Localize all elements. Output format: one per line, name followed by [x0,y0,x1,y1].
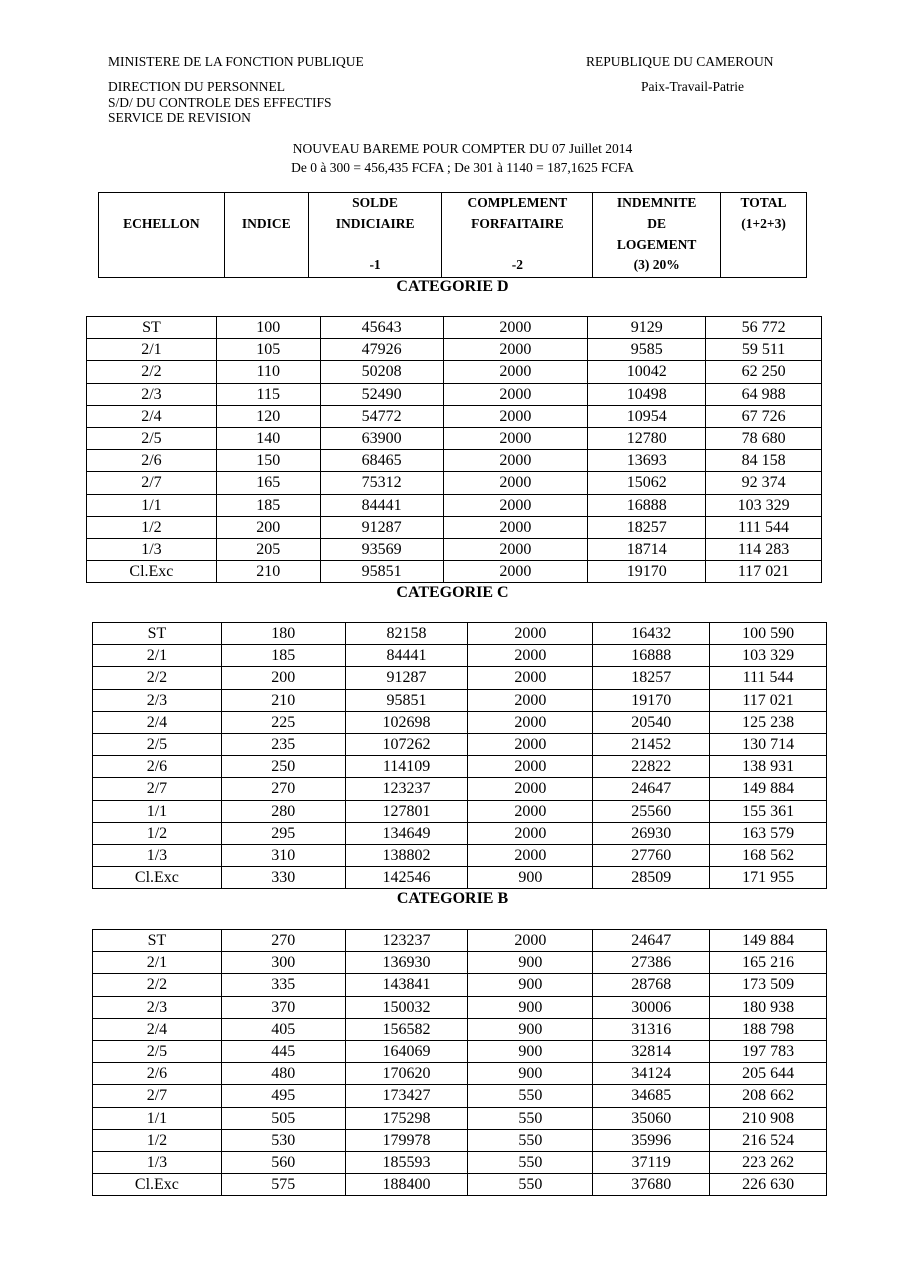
cell-total: 138 931 [710,756,827,778]
cell-indemnite: 18714 [588,538,706,560]
cell-indice: 205 [216,538,320,560]
table-row [93,1129,827,1151]
cell-echellon: 1/1 [93,800,222,822]
table-row [87,361,822,383]
cell-solde: 54772 [320,405,443,427]
cell-complement: 550 [468,1107,593,1129]
cell-total: 171 955 [710,867,827,889]
cell-echellon: Cl.Exc [93,1174,222,1196]
cell-complement: 550 [468,1085,593,1107]
cell-solde: 107262 [345,733,468,755]
cell-solde: 45643 [320,317,443,339]
table-row [93,930,827,952]
cell-complement: 2000 [468,822,593,844]
cell-echellon: 1/1 [93,1107,222,1129]
cell-solde: 143841 [345,974,468,996]
cell-indice: 165 [216,472,320,494]
category-c-title: CATEGORIE C [396,584,509,601]
cell-indemnite: 28768 [593,974,710,996]
cell-echellon: 2/3 [87,383,217,405]
cell-indemnite: 25560 [593,800,710,822]
cell-echellon: 2/7 [93,778,222,800]
cell-indice: 270 [221,778,345,800]
table-row [87,516,822,538]
cell-solde: 84441 [345,645,468,667]
cell-total: 84 158 [706,450,822,472]
cell-indemnite: 34124 [593,1063,710,1085]
cell-echellon: 1/2 [93,1129,222,1151]
direction-name: DIRECTION DU PERSONNEL [108,79,285,94]
cell-solde: 164069 [345,1040,468,1062]
cell-indice: 480 [221,1063,345,1085]
table-row [93,1151,827,1173]
cell-total: 111 544 [710,667,827,689]
cell-echellon: 2/4 [93,711,222,733]
cell-indemnite: 9129 [588,317,706,339]
cell-complement: 2000 [443,472,588,494]
cell-indice: 495 [221,1085,345,1107]
cell-indemnite: 16888 [588,494,706,516]
cell-indice: 575 [221,1174,345,1196]
table-row [93,952,827,974]
cell-echellon: ST [93,930,222,952]
cell-total: 155 361 [710,800,827,822]
cell-complement: 2000 [468,800,593,822]
table-row [93,844,827,866]
col-indice: INDICE [224,193,308,278]
cell-echellon: 2/7 [87,472,217,494]
cell-solde: 91287 [345,667,468,689]
cell-complement: 2000 [443,405,588,427]
cell-echellon: 1/3 [93,844,222,866]
cell-complement: 2000 [468,930,593,952]
cell-total: 216 524 [710,1129,827,1151]
cell-indemnite: 37680 [593,1174,710,1196]
cell-solde: 63900 [320,427,443,449]
cell-total: 149 884 [710,930,827,952]
cell-total: 163 579 [710,822,827,844]
cell-solde: 188400 [345,1174,468,1196]
cell-echellon: 2/2 [93,667,222,689]
cell-echellon: 2/4 [93,1018,222,1040]
cell-total: 62 250 [706,361,822,383]
cell-solde: 123237 [345,930,468,952]
table-row [93,778,827,800]
cell-indemnite: 27386 [593,952,710,974]
cell-total: 205 644 [710,1063,827,1085]
cell-indemnite: 16888 [593,645,710,667]
cell-solde: 50208 [320,361,443,383]
cell-solde: 134649 [345,822,468,844]
cell-echellon: 2/6 [93,1063,222,1085]
col-complement-forfaitaire: COMPLEMENT FORFAITAIRE -2 [442,193,593,278]
cell-solde: 93569 [320,538,443,560]
cell-indice: 185 [221,645,345,667]
cell-solde: 179978 [345,1129,468,1151]
cell-indice: 210 [216,561,320,583]
cell-indice: 330 [221,867,345,889]
category-d-title: CATEGORIE D [396,278,509,295]
cell-indemnite: 28509 [593,867,710,889]
cell-indice: 505 [221,1107,345,1129]
cell-solde: 102698 [345,711,468,733]
cell-complement: 900 [468,952,593,974]
cell-solde: 127801 [345,800,468,822]
cell-solde: 84441 [320,494,443,516]
cell-indemnite: 35996 [593,1129,710,1151]
cell-indice: 180 [221,623,345,645]
cell-indice: 120 [216,405,320,427]
cell-indice: 100 [216,317,320,339]
table-row [93,756,827,778]
table-row [87,472,822,494]
cell-echellon: 2/5 [87,427,217,449]
cell-indemnite: 37119 [593,1151,710,1173]
cell-total: 103 329 [706,494,822,516]
cell-indemnite: 35060 [593,1107,710,1129]
service-name: SERVICE DE REVISION [108,110,251,125]
category-b-table [92,929,827,1196]
cell-solde: 138802 [345,844,468,866]
cell-total: 114 283 [706,538,822,560]
cell-indice: 140 [216,427,320,449]
cell-indice: 530 [221,1129,345,1151]
cell-echellon: 2/1 [93,952,222,974]
cell-complement: 2000 [443,516,588,538]
cell-indemnite: 10498 [588,383,706,405]
cell-complement: 900 [468,1018,593,1040]
cell-indemnite: 32814 [593,1040,710,1062]
cell-complement: 2000 [468,645,593,667]
cell-total: 168 562 [710,844,827,866]
cell-solde: 95851 [320,561,443,583]
cell-solde: 91287 [320,516,443,538]
cell-total: 111 544 [706,516,822,538]
cell-indice: 200 [221,667,345,689]
cell-complement: 900 [468,996,593,1018]
cell-complement: 2000 [468,623,593,645]
cell-solde: 95851 [345,689,468,711]
cell-solde: 175298 [345,1107,468,1129]
cell-solde: 47926 [320,339,443,361]
cell-indemnite: 18257 [593,667,710,689]
cell-echellon: 2/2 [87,361,217,383]
cell-complement: 2000 [443,317,588,339]
cell-indemnite: 31316 [593,1018,710,1040]
cell-indice: 295 [221,822,345,844]
cell-total: 188 798 [710,1018,827,1040]
cell-echellon: 2/5 [93,733,222,755]
table-row [93,822,827,844]
cell-echellon: 1/2 [87,516,217,538]
subdirection-name: S/D/ DU CONTROLE DES EFFECTIFS [108,95,332,110]
cell-echellon: 1/2 [93,822,222,844]
cell-echellon: 2/1 [87,339,217,361]
cell-indemnite: 10042 [588,361,706,383]
cell-echellon: 2/6 [87,450,217,472]
cell-total: 103 329 [710,645,827,667]
cell-total: 210 908 [710,1107,827,1129]
table-row [87,561,822,583]
republic-motto: Paix-Travail-Patrie [641,79,744,94]
table-row [93,800,827,822]
bareme-rates: De 0 à 300 = 456,435 FCFA ; De 301 à 1140 = 187,1625 FCFA [291,160,634,175]
cell-total: 56 772 [706,317,822,339]
cell-echellon: 1/3 [87,538,217,560]
cell-indemnite: 19170 [593,689,710,711]
cell-indice: 250 [221,756,345,778]
cell-indice: 310 [221,844,345,866]
cell-indemnite: 12780 [588,427,706,449]
cell-indemnite: 20540 [593,711,710,733]
cell-solde: 82158 [345,623,468,645]
cell-indemnite: 22822 [593,756,710,778]
cell-complement: 900 [468,867,593,889]
cell-echellon: Cl.Exc [93,867,222,889]
cell-solde: 52490 [320,383,443,405]
cell-complement: 2000 [468,711,593,733]
cell-echellon: 2/6 [93,756,222,778]
cell-complement: 2000 [468,667,593,689]
cell-indice: 235 [221,733,345,755]
cell-indemnite: 16432 [593,623,710,645]
category-b-title: CATEGORIE B [396,890,509,907]
cell-complement: 900 [468,1063,593,1085]
col-indemnite-logement: INDEMNITE DE LOGEMENT (3) 20% [593,193,721,278]
category-c-table [92,622,827,889]
cell-indemnite: 18257 [588,516,706,538]
table-row [93,867,827,889]
table-row [93,645,827,667]
ministry-name: MINISTERE DE LA FONCTION PUBLIQUE [108,54,364,69]
cell-solde: 68465 [320,450,443,472]
cell-indemnite: 24647 [593,930,710,952]
cell-echellon: 2/3 [93,689,222,711]
cell-indice: 210 [221,689,345,711]
table-row [87,494,822,516]
cell-complement: 2000 [468,733,593,755]
cell-solde: 156582 [345,1018,468,1040]
cell-total: 226 630 [710,1174,827,1196]
cell-complement: 550 [468,1129,593,1151]
cell-total: 92 374 [706,472,822,494]
table-row [87,383,822,405]
cell-indemnite: 21452 [593,733,710,755]
cell-complement: 900 [468,974,593,996]
cell-total: 125 238 [710,711,827,733]
cell-total: 59 511 [706,339,822,361]
cell-solde: 142546 [345,867,468,889]
cell-indice: 560 [221,1151,345,1173]
cell-solde: 170620 [345,1063,468,1085]
cell-complement: 2000 [468,756,593,778]
cell-indemnite: 24647 [593,778,710,800]
table-row [93,1018,827,1040]
cell-echellon: 2/1 [93,645,222,667]
cell-complement: 550 [468,1174,593,1196]
cell-indice: 370 [221,996,345,1018]
cell-solde: 123237 [345,778,468,800]
cell-total: 149 884 [710,778,827,800]
table-row [87,450,822,472]
cell-total: 67 726 [706,405,822,427]
cell-solde: 150032 [345,996,468,1018]
cell-indemnite: 30006 [593,996,710,1018]
cell-total: 117 021 [710,689,827,711]
cell-indemnite: 10954 [588,405,706,427]
table-row [93,711,827,733]
cell-indice: 115 [216,383,320,405]
cell-complement: 2000 [443,427,588,449]
cell-indice: 335 [221,974,345,996]
cell-echellon: 2/5 [93,1040,222,1062]
cell-total: 165 216 [710,952,827,974]
cell-indice: 280 [221,800,345,822]
cell-complement: 2000 [443,538,588,560]
cell-total: 197 783 [710,1040,827,1062]
cell-complement: 900 [468,1040,593,1062]
table-row [87,317,822,339]
cell-complement: 550 [468,1151,593,1173]
table-row [93,1063,827,1085]
cell-solde: 185593 [345,1151,468,1173]
cell-solde: 136930 [345,952,468,974]
cell-indemnite: 19170 [588,561,706,583]
cell-total: 117 021 [706,561,822,583]
table-row [93,1085,827,1107]
category-d-table [86,316,822,583]
cell-echellon: 2/2 [93,974,222,996]
cell-total: 223 262 [710,1151,827,1173]
cell-complement: 2000 [468,689,593,711]
cell-complement: 2000 [443,450,588,472]
cell-indice: 225 [221,711,345,733]
table-row [93,1107,827,1129]
cell-complement: 2000 [443,361,588,383]
cell-indice: 300 [221,952,345,974]
table-row [93,733,827,755]
table-row [87,405,822,427]
cell-indice: 185 [216,494,320,516]
cell-solde: 114109 [345,756,468,778]
cell-echellon: 1/1 [87,494,217,516]
cell-indice: 150 [216,450,320,472]
col-total: TOTAL (1+2+3) [721,193,807,278]
table-row [93,996,827,1018]
cell-total: 173 509 [710,974,827,996]
col-solde-indiciaire: SOLDE INDICIAIRE -1 [308,193,442,278]
table-row [93,689,827,711]
cell-echellon: ST [93,623,222,645]
cell-complement: 2000 [443,339,588,361]
republic-title: REPUBLIQUE DU CAMEROUN [586,54,774,69]
cell-echellon: 2/3 [93,996,222,1018]
cell-complement: 2000 [468,778,593,800]
cell-echellon: Cl.Exc [87,561,217,583]
table-row [87,427,822,449]
cell-indice: 445 [221,1040,345,1062]
cell-indice: 270 [221,930,345,952]
cell-indice: 110 [216,361,320,383]
cell-indice: 105 [216,339,320,361]
table-row [87,538,822,560]
cell-indice: 405 [221,1018,345,1040]
cell-indice: 200 [216,516,320,538]
table-row [93,1174,827,1196]
cell-indemnite: 26930 [593,822,710,844]
cell-indemnite: 27760 [593,844,710,866]
cell-total: 130 714 [710,733,827,755]
cell-complement: 2000 [443,494,588,516]
cell-indemnite: 9585 [588,339,706,361]
cell-indemnite: 13693 [588,450,706,472]
cell-total: 180 938 [710,996,827,1018]
cell-complement: 2000 [443,561,588,583]
bareme-title: NOUVEAU BAREME POUR COMPTER DU 07 Juillet 2014 [292,141,633,156]
cell-complement: 2000 [443,383,588,405]
cell-indemnite: 15062 [588,472,706,494]
cell-total: 100 590 [710,623,827,645]
cell-solde: 173427 [345,1085,468,1107]
cell-echellon: 1/3 [93,1151,222,1173]
table-row [93,623,827,645]
column-header-table [98,192,807,278]
table-row [93,1040,827,1062]
col-echellon: ECHELLON [99,193,225,278]
table-row [93,667,827,689]
table-row [87,339,822,361]
cell-total: 64 988 [706,383,822,405]
cell-total: 78 680 [706,427,822,449]
cell-echellon: 2/4 [87,405,217,427]
cell-total: 208 662 [710,1085,827,1107]
cell-echellon: ST [87,317,217,339]
table-row [93,974,827,996]
cell-echellon: 2/7 [93,1085,222,1107]
cell-indemnite: 34685 [593,1085,710,1107]
cell-complement: 2000 [468,844,593,866]
cell-solde: 75312 [320,472,443,494]
